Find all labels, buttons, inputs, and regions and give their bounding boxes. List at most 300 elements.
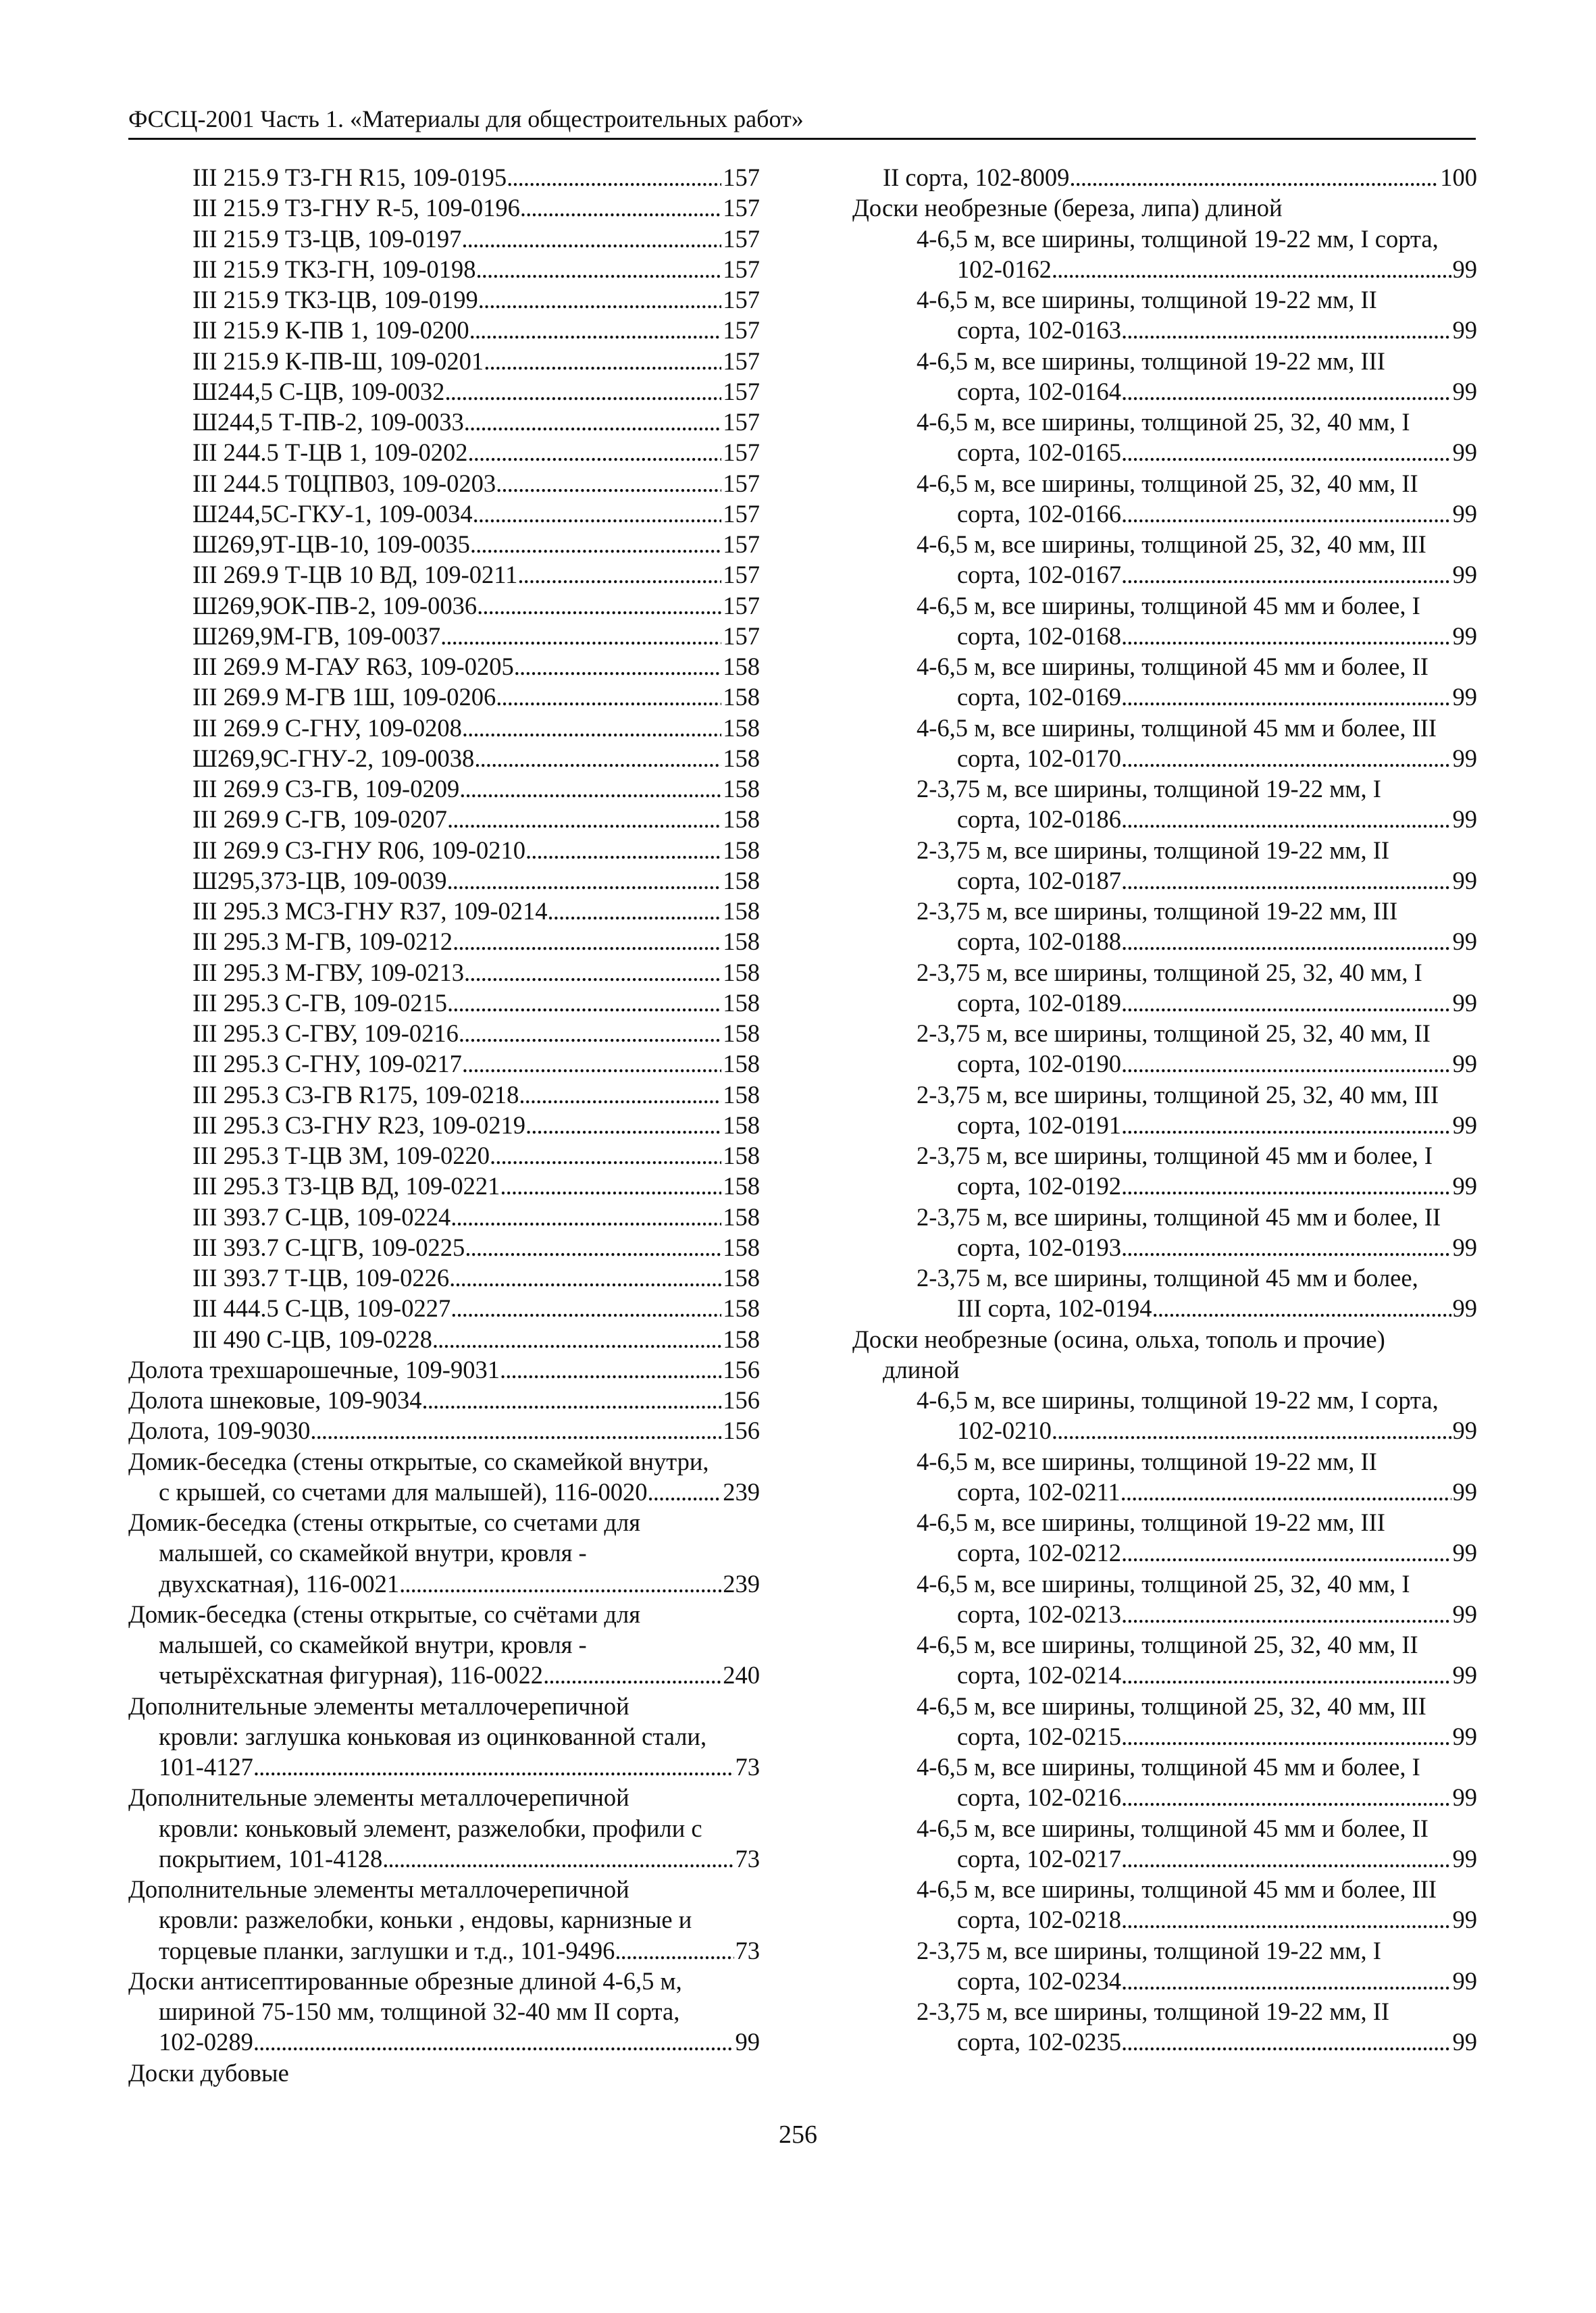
dot-leader bbox=[1121, 926, 1451, 957]
index-entry-text: Доски дубовые bbox=[128, 2058, 289, 2087]
index-entry-page: 158 bbox=[723, 775, 760, 803]
index-entry-text: III 215.9 ТК3-ЦВ, 109-0199 bbox=[192, 286, 478, 313]
dot-leader bbox=[484, 346, 721, 376]
index-entry bbox=[128, 254, 760, 284]
index-entry-text: III 269.9 С-ГНУ, 109-0208 bbox=[192, 713, 462, 742]
index-entry bbox=[128, 1263, 760, 1293]
index-entry-text: 4-6,5 м, все ширины, толщиной 25, 32, 40 мм, III bbox=[917, 530, 1426, 558]
index-entry bbox=[852, 437, 1477, 467]
index-entry-text: Домик-беседка (стены открытые, со счетами для bbox=[128, 1508, 640, 1536]
index-entry-page: 99 bbox=[1452, 988, 1477, 1017]
index-entry-page: 158 bbox=[723, 1264, 760, 1292]
index-entry-page: 99 bbox=[1452, 1233, 1477, 1261]
index-entry-page: 157 bbox=[723, 561, 760, 589]
index-entry-text: покрытием, 101-4128 bbox=[159, 1844, 383, 1873]
dot-leader bbox=[1052, 254, 1451, 284]
index-entry-page: 157 bbox=[723, 591, 760, 619]
index-entry-page: 99 bbox=[1452, 438, 1477, 467]
dot-leader bbox=[451, 1293, 721, 1323]
index-entry-page: 99 bbox=[1452, 1844, 1477, 1873]
index-entry-page: 99 bbox=[1452, 377, 1477, 405]
index-entry-page: 156 bbox=[723, 1417, 760, 1445]
index-entry-text: кровли: разжелобки, коньки , ендовы, карнизные и bbox=[159, 1906, 692, 1934]
index-entry-text: сорта, 102-0192 bbox=[957, 1172, 1121, 1200]
dot-leader bbox=[1121, 1844, 1451, 1874]
index-entry-text: сорта, 102-0189 bbox=[957, 988, 1121, 1017]
index-entry-text: III 215.9 Т3-ГНУ R-5, 109-0196 bbox=[192, 194, 520, 222]
index-entry bbox=[852, 1415, 1477, 1446]
index-entry-text: 2-3,75 м, все ширины, толщиной 45 мм и более, bbox=[917, 1264, 1418, 1292]
index-entry bbox=[852, 1140, 1477, 1171]
index-entry bbox=[128, 988, 760, 1018]
dot-leader bbox=[478, 284, 722, 315]
index-entry-text: Доски необрезные (береза, липа) длиной bbox=[852, 194, 1283, 222]
index-entry-text: сорта, 102-0166 bbox=[957, 499, 1121, 528]
index-entry-text: 4-6,5 м, все ширины, толщиной 19-22 мм, I сорта, bbox=[917, 1386, 1439, 1414]
index-entry bbox=[852, 1507, 1477, 1537]
index-entry-page: 158 bbox=[723, 713, 760, 742]
index-entry-page: 99 bbox=[1452, 744, 1477, 772]
dot-leader bbox=[500, 1354, 721, 1385]
dot-leader bbox=[1121, 988, 1451, 1018]
dot-leader bbox=[444, 376, 721, 407]
dot-leader bbox=[1121, 1477, 1451, 1507]
index-entry-page: 99 bbox=[1452, 683, 1477, 711]
index-entry-text: Ш269,9С-ГНУ-2, 109-0038 bbox=[192, 744, 475, 772]
index-entry-page: 158 bbox=[723, 1050, 760, 1078]
index-entry bbox=[852, 254, 1477, 284]
index-entry bbox=[128, 1477, 760, 1507]
index-entry-text: III 269.9 С3-ГНУ R06, 109-0210 bbox=[192, 836, 526, 864]
index-entry-text: III 269.9 С3-ГВ, 109-0209 bbox=[192, 775, 460, 803]
index-entry bbox=[128, 1629, 760, 1660]
index-entry-text: Дополнительные элементы металлочерепичной bbox=[128, 1783, 629, 1812]
index-entry bbox=[128, 1202, 760, 1232]
index-entry bbox=[128, 1844, 760, 1874]
index-entry-text: III 295.3 Т-ЦВ 3М, 109-0220 bbox=[192, 1142, 490, 1169]
index-entry bbox=[128, 2058, 760, 2088]
index-entry-text: 4-6,5 м, все ширины, толщиной 45 мм и более, III bbox=[917, 713, 1437, 742]
dot-leader bbox=[1121, 559, 1451, 590]
index-entry-text: сорта, 102-0165 bbox=[957, 438, 1121, 467]
index-entry-page: 99 bbox=[1452, 1661, 1477, 1689]
dot-leader bbox=[1121, 865, 1451, 896]
index-entry bbox=[852, 284, 1477, 315]
index-entry bbox=[128, 651, 760, 682]
index-entry-text: сорта, 102-0190 bbox=[957, 1050, 1121, 1078]
index-entry bbox=[852, 743, 1477, 773]
index-entry-page: 158 bbox=[723, 1111, 760, 1139]
dot-leader bbox=[1121, 315, 1451, 345]
index-entry bbox=[128, 1813, 760, 1844]
index-entry bbox=[852, 315, 1477, 345]
index-entry-page: 158 bbox=[723, 683, 760, 711]
index-entry-text: сорта, 102-0215 bbox=[957, 1722, 1121, 1750]
index-entry-text: сорта, 102-0217 bbox=[957, 1844, 1121, 1873]
index-entry-text: малышей, со скамейкой внутри, кровля - bbox=[159, 1631, 587, 1658]
index-entry-text: 4-6,5 м, все ширины, толщиной 25, 32, 40 мм, I bbox=[917, 1569, 1410, 1598]
dot-leader bbox=[382, 1844, 733, 1874]
index-entry bbox=[128, 407, 760, 437]
index-entry bbox=[852, 499, 1477, 529]
index-entry-page: 240 bbox=[723, 1661, 760, 1689]
dot-leader bbox=[1121, 1599, 1451, 1629]
index-entry-text: 4-6,5 м, все ширины, толщиной 25, 32, 40 мм, II bbox=[917, 1631, 1418, 1658]
index-entry-text: сорта, 102-0170 bbox=[957, 744, 1121, 772]
index-entry-text: малышей, со скамейкой внутри, кровля - bbox=[159, 1539, 587, 1567]
index-entry-text: 102-0210 bbox=[957, 1417, 1052, 1445]
index-entry-page: 99 bbox=[1452, 1477, 1477, 1506]
index-entry bbox=[852, 1782, 1477, 1812]
index-entry-page: 158 bbox=[723, 836, 760, 864]
index-entry-text: с крышей, со счетами для малышей), 116-0020 bbox=[159, 1477, 648, 1506]
index-entry bbox=[128, 773, 760, 804]
index-entry bbox=[852, 346, 1477, 376]
dot-leader bbox=[1121, 1110, 1451, 1140]
index-entry-text: кровли: заглушка коньковая из оцинкованной стали, bbox=[159, 1722, 707, 1750]
index-entry-text: III 393.7 Т-ЦВ, 109-0226 bbox=[192, 1264, 450, 1292]
index-entry-text: сорта, 102-0214 bbox=[957, 1661, 1121, 1689]
index-entry bbox=[128, 1721, 760, 1752]
index-entry bbox=[128, 1354, 760, 1385]
dot-leader bbox=[1121, 1537, 1451, 1568]
index-entry-text: 4-6,5 м, все ширины, толщиной 19-22 мм, II bbox=[917, 1447, 1377, 1475]
index-entry bbox=[128, 284, 760, 315]
index-entry-text: III 444.5 С-ЦВ, 109-0227 bbox=[192, 1294, 451, 1323]
index-entry bbox=[128, 1966, 760, 1996]
index-entry bbox=[128, 559, 760, 590]
index-entry-text: сорта, 102-0191 bbox=[957, 1111, 1121, 1139]
index-entry bbox=[852, 224, 1477, 254]
index-entry-page: 158 bbox=[723, 1080, 760, 1109]
index-entry-page: 158 bbox=[723, 1172, 760, 1200]
index-entry-page: 156 bbox=[723, 1386, 760, 1414]
dot-leader bbox=[507, 162, 721, 193]
index-entry-text: III 295.3 М-ГВ, 109-0212 bbox=[192, 927, 453, 956]
index-entry-text: III 295.3 М-ГВУ, 109-0213 bbox=[192, 958, 464, 986]
index-entry bbox=[128, 346, 760, 376]
dot-leader bbox=[449, 1263, 721, 1293]
dot-leader bbox=[1121, 1048, 1451, 1079]
index-entry bbox=[852, 1018, 1477, 1048]
index-entry-page: 99 bbox=[1452, 255, 1477, 283]
index-entry-page: 73 bbox=[735, 1753, 760, 1781]
index-entry bbox=[852, 835, 1477, 865]
index-entry-text: 2-3,75 м, все ширины, толщиной 19-22 мм, I bbox=[917, 1936, 1381, 1964]
index-entry-page: 157 bbox=[723, 286, 760, 313]
index-entry-page: 157 bbox=[723, 347, 760, 375]
index-entry bbox=[852, 1721, 1477, 1752]
index-entry bbox=[852, 1171, 1477, 1201]
index-entry bbox=[128, 1079, 760, 1110]
index-entry bbox=[852, 896, 1477, 926]
index-entry-page: 100 bbox=[1440, 163, 1477, 191]
dot-leader bbox=[464, 957, 721, 988]
index-entry-text: Ш244,5 Т-ПВ-2, 109-0033 bbox=[192, 408, 464, 436]
index-entry-page: 157 bbox=[723, 255, 760, 283]
index-entry bbox=[852, 1477, 1477, 1507]
index-entry bbox=[128, 926, 760, 957]
index-entry-text: Долота шнековые, 109-9034 bbox=[128, 1386, 422, 1414]
dot-leader bbox=[253, 1752, 734, 1782]
index-entry-text: Ш269,9Т-ЦВ-10, 109-0035 bbox=[192, 530, 470, 558]
index-entry-text: 4-6,5 м, все ширины, толщиной 19-22 мм, I сорта, bbox=[917, 224, 1439, 253]
dot-leader bbox=[474, 743, 721, 773]
index-entry bbox=[128, 621, 760, 651]
index-entry-text: Ш244,5С-ГКУ-1, 109-0034 bbox=[192, 499, 473, 528]
index-entry-page: 158 bbox=[723, 958, 760, 986]
index-entry bbox=[852, 713, 1477, 743]
index-entry bbox=[852, 1660, 1477, 1690]
index-entry-text: двухскатная), 116-0021 bbox=[159, 1569, 400, 1598]
dot-leader bbox=[520, 193, 721, 223]
index-entry-text: 2-3,75 м, все ширины, толщиной 19-22 мм, III bbox=[917, 897, 1398, 925]
dot-leader bbox=[1121, 1232, 1451, 1263]
index-entry-page: 157 bbox=[723, 377, 760, 405]
index-entry bbox=[128, 743, 760, 773]
index-entry-text: 4-6,5 м, все ширины, толщиной 19-22 мм, III bbox=[917, 1508, 1385, 1536]
index-entry-text: 2-3,75 м, все ширины, толщиной 19-22 мм, II bbox=[917, 836, 1390, 864]
index-entry-text: 4-6,5 м, все ширины, толщиной 19-22 мм, II bbox=[917, 286, 1377, 313]
index-entry-text: III 269.9 Т-ЦВ 10 ВД, 109-0211 bbox=[192, 561, 518, 589]
index-entry bbox=[128, 1232, 760, 1263]
dot-leader bbox=[517, 559, 721, 590]
index-entry-text: Доски необрезные (осина, ольха, тополь и прочие) bbox=[852, 1325, 1385, 1353]
index-entry-page: 239 bbox=[723, 1477, 760, 1506]
dot-leader bbox=[1052, 1415, 1451, 1446]
index-entry bbox=[128, 2027, 760, 2057]
index-entry bbox=[128, 1904, 760, 1935]
index-entry-text: сорта, 102-0234 bbox=[957, 1966, 1121, 1995]
index-entry-text: сорта, 102-0212 bbox=[957, 1539, 1121, 1567]
index-entry bbox=[852, 162, 1477, 193]
index-entry-page: 99 bbox=[1452, 316, 1477, 345]
index-entry-text: II сорта, 102-8009 bbox=[883, 163, 1070, 191]
index-entry-text: длиной bbox=[883, 1355, 960, 1383]
dot-leader bbox=[496, 682, 721, 712]
dot-leader bbox=[462, 1048, 721, 1079]
index-entry-page: 158 bbox=[723, 1142, 760, 1169]
index-entry-text: Домик-беседка (стены открытые, со счётами для bbox=[128, 1600, 640, 1628]
index-entry bbox=[128, 1569, 760, 1599]
index-entry bbox=[852, 559, 1477, 590]
index-entry-text: 102-0289 bbox=[159, 2028, 253, 2056]
index-entry-text: III сорта, 102-0194 bbox=[957, 1294, 1152, 1323]
index-entry-page: 99 bbox=[1452, 561, 1477, 589]
index-entry bbox=[852, 957, 1477, 988]
index-entry bbox=[852, 682, 1477, 712]
index-entry bbox=[128, 835, 760, 865]
index-entry bbox=[128, 713, 760, 743]
dot-leader bbox=[469, 315, 722, 345]
index-entry-text: сорта, 102-0187 bbox=[957, 866, 1121, 894]
index-entry bbox=[128, 1874, 760, 1904]
index-entry bbox=[852, 1324, 1477, 1354]
index-entry bbox=[128, 1324, 760, 1354]
index-entry-page: 99 bbox=[1452, 1966, 1477, 1995]
index-entry-page: 99 bbox=[1452, 1722, 1477, 1750]
index-entry bbox=[852, 376, 1477, 407]
index-entry bbox=[128, 1110, 760, 1140]
index-entry-page: 157 bbox=[723, 194, 760, 222]
index-entry bbox=[852, 1752, 1477, 1782]
index-entry-text: III 295.3 С3-ГВ R175, 109-0218 bbox=[192, 1080, 519, 1109]
index-entry bbox=[852, 1996, 1477, 2027]
index-entry-page: 157 bbox=[723, 469, 760, 497]
index-entry bbox=[852, 1446, 1477, 1477]
index-entry-text: III 215.9 К-ПВ 1, 109-0200 bbox=[192, 316, 469, 345]
index-entry-page: 99 bbox=[1452, 1906, 1477, 1934]
dot-leader bbox=[477, 590, 721, 621]
dot-leader bbox=[1121, 1171, 1451, 1201]
index-entry-page: 158 bbox=[723, 897, 760, 925]
index-entry-text: III 295.3 С3-ГНУ R23, 109-0219 bbox=[192, 1111, 526, 1139]
index-entry bbox=[852, 1935, 1477, 1966]
index-entry bbox=[128, 865, 760, 896]
index-entry-page: 99 bbox=[1452, 1294, 1477, 1323]
index-entry-text: сорта, 102-0235 bbox=[957, 2028, 1121, 2056]
dot-leader bbox=[500, 1171, 721, 1201]
index-entry-page: 99 bbox=[1452, 1783, 1477, 1812]
dot-leader bbox=[496, 468, 721, 499]
index-entry bbox=[852, 1202, 1477, 1232]
index-entry bbox=[128, 224, 760, 254]
index-entry bbox=[852, 651, 1477, 682]
index-entry-text: Ш244,5 С-ЦВ, 109-0032 bbox=[192, 377, 445, 405]
dot-leader bbox=[453, 926, 721, 957]
index-entry-text: четырёхскатная фигурная), 116-0022 bbox=[159, 1661, 544, 1689]
index-entry bbox=[852, 1629, 1477, 1660]
index-entry-text: III 269.9 М-ГВ 1Ш, 109-0206 bbox=[192, 683, 496, 711]
dot-leader bbox=[253, 2027, 734, 2057]
index-entry-page: 157 bbox=[723, 530, 760, 558]
dot-leader bbox=[464, 407, 721, 437]
page-number: 256 bbox=[779, 2120, 817, 2149]
index-entry-text: 2-3,75 м, все ширины, толщиной 19-22 мм, II bbox=[917, 1998, 1390, 2025]
index-entry-text: III 215.9 ТК3-ГН, 109-0198 bbox=[192, 255, 476, 283]
index-entry bbox=[128, 1537, 760, 1568]
index-entry bbox=[852, 1844, 1477, 1874]
index-entry bbox=[852, 1813, 1477, 1844]
index-entry-text: 4-6,5 м, все ширины, толщиной 25, 32, 40 мм, III bbox=[917, 1692, 1426, 1720]
index-entry-text: III 393.7 С-ЦГВ, 109-0225 bbox=[192, 1233, 465, 1261]
index-entry-text: 2-3,75 м, все ширины, толщиной 45 мм и более, I bbox=[917, 1142, 1433, 1169]
index-entry-page: 99 bbox=[1452, 1600, 1477, 1628]
dot-leader bbox=[476, 254, 722, 284]
index-entry bbox=[852, 1537, 1477, 1568]
dot-leader bbox=[547, 896, 721, 926]
index-entry-text: 4-6,5 м, все ширины, толщиной 19-22 мм, III bbox=[917, 347, 1385, 375]
header-rule bbox=[128, 138, 1476, 140]
dot-leader bbox=[490, 1140, 721, 1171]
index-entry bbox=[128, 1385, 760, 1415]
index-entry-text: 101-4127 bbox=[159, 1753, 253, 1781]
index-entry-page: 99 bbox=[1452, 621, 1477, 650]
index-entry-text: торцевые планки, заглушки и т.д., 101-9496 bbox=[159, 1936, 615, 1964]
dot-leader bbox=[1121, 376, 1451, 407]
index-entry bbox=[128, 682, 760, 712]
index-entry-page: 157 bbox=[723, 438, 760, 467]
index-entry-text: 2-3,75 м, все ширины, толщиной 19-22 мм, I bbox=[917, 775, 1381, 803]
index-entry bbox=[128, 1996, 760, 2027]
index-entry-text: Домик-беседка (стены открытые, со скамейкой внутри, bbox=[128, 1447, 709, 1475]
index-entry-page: 99 bbox=[1452, 1539, 1477, 1567]
index-entry bbox=[852, 407, 1477, 437]
index-entry-text: сорта, 102-0169 bbox=[957, 683, 1121, 711]
index-entry bbox=[852, 193, 1477, 223]
dot-leader bbox=[447, 988, 721, 1018]
index-entry-text: 102-0162 bbox=[957, 255, 1052, 283]
index-entry-text: Ш269,9М-ГВ, 109-0037 bbox=[192, 621, 441, 650]
index-entry-text: 4-6,5 м, все ширины, толщиной 45 мм и более, II bbox=[917, 1814, 1428, 1842]
index-entry-text: сорта, 102-0164 bbox=[957, 377, 1121, 405]
index-entry-page: 73 bbox=[735, 1844, 760, 1873]
dot-leader bbox=[1121, 804, 1451, 834]
index-entry-page: 99 bbox=[1452, 2028, 1477, 2056]
index-entry-page: 157 bbox=[723, 224, 760, 253]
index-entry-text: III 295.3 С-ГВ, 109-0215 bbox=[192, 988, 447, 1017]
index-entry bbox=[128, 1048, 760, 1079]
index-entry bbox=[128, 193, 760, 223]
index-entry-text: сорта, 102-0168 bbox=[957, 621, 1121, 650]
index-entry bbox=[852, 1966, 1477, 1996]
index-entry-text: Доски антисептированные обрезные длиной 4-6,5 м, bbox=[128, 1966, 682, 1995]
index-entry-text: 2-3,75 м, все ширины, толщиной 25, 32, 40 мм, I bbox=[917, 958, 1422, 986]
index-entry bbox=[128, 376, 760, 407]
index-entry bbox=[852, 1354, 1477, 1385]
index-entry-text: III 215.9 Т3-ЦВ, 109-0197 bbox=[192, 224, 462, 253]
index-entry bbox=[128, 1446, 760, 1477]
index-entry bbox=[852, 1048, 1477, 1079]
dot-leader bbox=[1121, 499, 1451, 529]
index-entry-text: 4-6,5 м, все ширины, толщиной 25, 32, 40 мм, I bbox=[917, 408, 1410, 436]
index-entry-page: 157 bbox=[723, 621, 760, 650]
index-entry-page: 158 bbox=[723, 1233, 760, 1261]
index-entry-text: сорта, 102-0193 bbox=[957, 1233, 1121, 1261]
index-entry-page: 157 bbox=[723, 499, 760, 528]
index-entry bbox=[852, 804, 1477, 834]
index-entry bbox=[128, 1507, 760, 1537]
dot-leader bbox=[310, 1415, 721, 1446]
index-entry-text: сорта, 102-0216 bbox=[957, 1783, 1121, 1812]
index-entry bbox=[852, 1385, 1477, 1415]
index-entry-text: III 490 С-ЦВ, 109-0228 bbox=[192, 1325, 432, 1353]
index-entry-page: 157 bbox=[723, 408, 760, 436]
index-column-left bbox=[128, 162, 760, 2088]
dot-leader bbox=[543, 1660, 721, 1690]
index-entry-page: 99 bbox=[1452, 1050, 1477, 1078]
index-entry bbox=[128, 1140, 760, 1171]
index-entry bbox=[852, 529, 1477, 559]
index-entry-text: III 244.5 Т0ЦПВ03, 109-0203 bbox=[192, 469, 496, 497]
dot-leader bbox=[1121, 437, 1451, 467]
index-entry-page: 158 bbox=[723, 988, 760, 1017]
index-entry-page: 158 bbox=[723, 1202, 760, 1231]
index-entry bbox=[852, 1874, 1477, 1904]
index-entry-page: 239 bbox=[723, 1569, 760, 1598]
dot-leader bbox=[461, 224, 721, 254]
index-entry bbox=[852, 621, 1477, 651]
dot-leader bbox=[468, 437, 722, 467]
index-entry-text: 4-6,5 м, все ширины, толщиной 45 мм и более, I bbox=[917, 1753, 1420, 1781]
index-entry bbox=[852, 926, 1477, 957]
index-entry bbox=[852, 865, 1477, 896]
index-entry bbox=[852, 590, 1477, 621]
index-entry-text: III 295.3 МС3-ГНУ R37, 109-0214 bbox=[192, 897, 548, 925]
index-entry bbox=[128, 804, 760, 834]
index-entry-text: Ш269,9ОК-ПВ-2, 109-0036 bbox=[192, 591, 478, 619]
index-entry-text: Ш295,373-ЦВ, 109-0039 bbox=[192, 866, 447, 894]
